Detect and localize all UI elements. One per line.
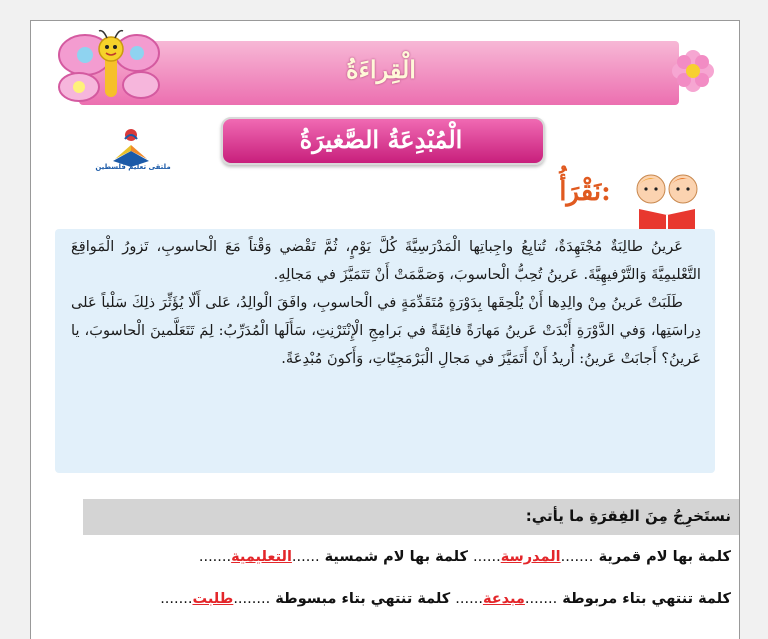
exercise-row: كلمة بها لام قمرية …....المدرسة...... كلمة بها لام شمسية ......التعليمية....... [198, 549, 731, 565]
answer-blank[interactable]: طلبت [192, 591, 234, 607]
story-paragraph: طَلَبَتْ عَرينُ مِنْ والِدِها أَنْ يُلْحِقَها بِدَوْرَةٍ مُتَقَدِّمَةٍ في الْحاسوبِ، وافَقَ الْوالِدُ، عَلى أَلّا يُؤَثِّرَ ذلِكَ سَلْباً عَلى دِراسَتِها، وَفي الدَّوْرَةِ أَبْدَتْ عَرينُ مَهارَةً فائِقَةً في بَرامِجِ الْإِنْتَرْنِتِ، سَأَلَها الْمُدَرِّبُ: لِمَ تَتَعَلَّمينَ الْحاسوبَ، يا عَرينُ؟ أَجابَتْ عَرينُ: أُريدُ أَنْ أَتَمَيَّزَ في مَجالِ الْبَرْمَجِيّاتِ، وَأَكونَ مُبْدِعَةً. [71, 294, 701, 367]
flower-icon [671, 49, 715, 93]
exercise-row: كلمة تنتهي بتاء مربوطة .......مبدعة...... كلمة تنتهي بتاء مبسوطة ........طلبت....... [160, 591, 731, 607]
story-text [71, 233, 701, 373]
read-label: نَقْرَأُ: [559, 177, 611, 207]
row-label: كلمة تنتهي بتاء مربوطة [562, 591, 731, 607]
children-reading-icon [627, 169, 705, 233]
lesson-title: الْمُبْدِعَةُ الصَّغيرَةُ [299, 125, 463, 154]
exercise-title: نستَخرِجُ مِنَ الفِقرَةِ ما يأتي: [525, 507, 731, 525]
butterfly-icon [49, 29, 169, 109]
story-paragraph: عَرينُ طالِبَةٌ مُجْتَهِدَةٌ، تُتابِعُ واجِباتِها الْمَدْرَسِيَّةَ كُلَّ يَوْمٍ، ثُمَّ تَقْضي وَقْتاً مَعَ الْحاسوبِ، تَزورُ الْمَواقِعَ التَّعْليمِيَّةَ وَالتَّرْفيهِيَّةَ. عَرينُ تُحِبُّ الْحاسوبَ، وَصَمَّمَتْ أَنْ تَتَمَيَّزَ في مَجالِهِ. [71, 238, 701, 283]
row-label: كلمة بها لام شمسية [324, 549, 468, 565]
answer-blank[interactable]: المدرسة [500, 549, 561, 565]
header-title: الْقِراءَةُ [346, 55, 416, 84]
worksheet-page [30, 20, 740, 639]
logo-text: ملتقى تعليم فلسطين [95, 163, 171, 171]
answer-blank[interactable]: التعليمية [231, 549, 292, 565]
answer-blank[interactable]: مبدعة [482, 591, 525, 607]
row-label: كلمة تنتهي بتاء مبسوطة [275, 591, 451, 607]
row-label: كلمة بها لام قمرية [598, 549, 731, 565]
